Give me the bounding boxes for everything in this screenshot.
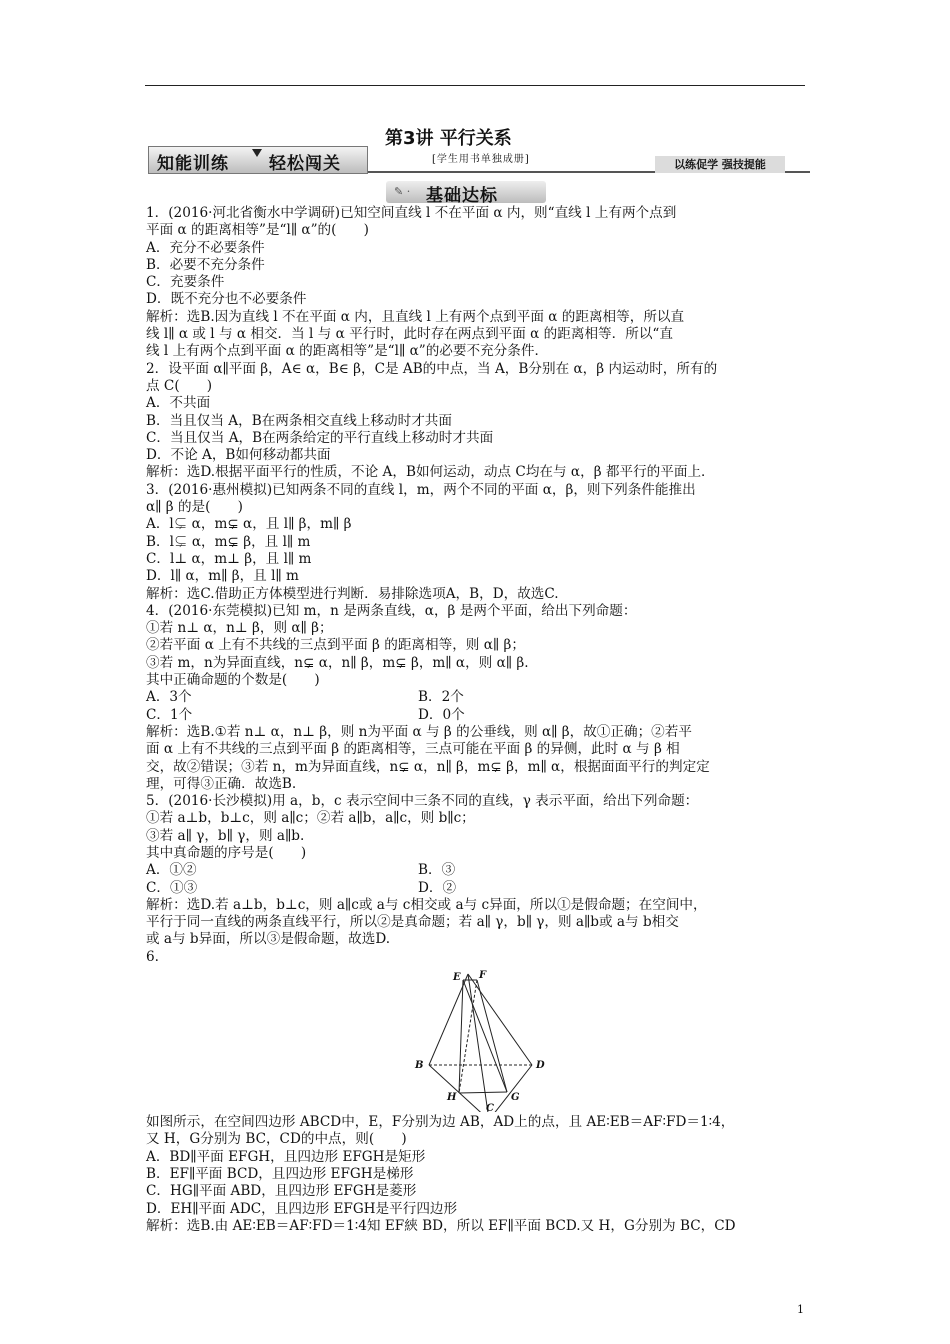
text-line: C．l⊥ α，m⊥ β，且 l∥ m	[146, 550, 312, 567]
text-line: C．充要条件	[146, 274, 225, 291]
content	[146, 205, 810, 1235]
text-line: 解析：选B.因为直线 l 不在平面 α 内，且直线 l 上有两个点到平面 α 的距离相等，所以直	[146, 308, 685, 325]
edge-AD	[468, 974, 532, 1065]
option-text: A．3个	[146, 689, 192, 706]
text-line: 解析：选D.根据平面平行的性质，不论 A，B如何运动，动点 C均在与 α，β 都平行的平面上．	[146, 464, 715, 481]
vertex-label: E	[453, 972, 461, 984]
vertex-label: D	[536, 1060, 545, 1072]
edge-EG	[463, 980, 507, 1092]
text-line: 6.	[146, 948, 159, 965]
text-line: D．不论 A，B如何移动都共面	[146, 447, 331, 464]
text-line: 解析：选D.若 a⊥b，b⊥c，则 a∥c或 a与 c相交或 a与 c异面，所以①是假命题；在空间中，	[146, 896, 707, 913]
option-text: D．0个	[418, 706, 465, 723]
figure	[146, 966, 810, 1114]
text-line: 又 H，G分别为 BC，CD的中点，则( )	[146, 1131, 407, 1148]
text-line: C．当且仅当 A，B在两条给定的平行直线上移动时才共面	[146, 429, 494, 446]
text-line: 或 a与 b异面，所以③是假命题，故选D.	[146, 931, 391, 948]
text-line: C．HG∥平面 ABD，且四边形 EFGH是菱形	[146, 1183, 417, 1200]
option-text: B．2个	[418, 689, 464, 706]
section-title: 基础达标	[426, 186, 498, 206]
text-line: 点 C( )	[146, 377, 213, 394]
text-line: 其中正确命题的个数是( )	[146, 672, 320, 689]
banner-left-part1: 知能训练	[157, 154, 229, 174]
text-line: α∥ β 的是( )	[146, 499, 243, 516]
text-line: 解析：选B.①若 n⊥ α，n⊥ β，则 n为平面 α 与 β 的公垂线，则 α∥ β，故①正确；②若平	[146, 723, 692, 740]
edge-AC	[468, 974, 489, 1112]
text-line: 4．(2016·东莞模拟)已知 m，n 是两条直线，α，β 是两个平面，给出下列命题：	[146, 602, 637, 619]
option-row	[146, 707, 810, 724]
text-line: 解析：选B.由 AE∶EB＝AF∶FD＝1∶4知 EF綊 BD，所以 EF∥平面 BCD.又 H，G分别为 BC，CD	[146, 1217, 736, 1234]
text-line: ②若平面 α 上有不共线的三点到平面 β 的距离相等，则 α∥ β；	[146, 637, 525, 654]
text-line: B．l⊊ α，m⊊ β，且 l∥ m	[146, 533, 311, 550]
triangle-icon	[252, 149, 262, 157]
pencil-icon: ✎ ·	[394, 185, 411, 198]
tag-right: 以练促学 强技提能	[655, 156, 785, 173]
banner-left	[148, 146, 368, 174]
vertex-label: C	[486, 1103, 494, 1113]
text-line: A．不共面	[146, 395, 211, 412]
text-line: 交，故②错误；③若 n，m为异面直线，n⊊ α，n∥ β，m⊊ β，m∥ α，根据面面平行的判定定	[146, 758, 710, 775]
banner-left-part2: 轻松闯关	[269, 154, 341, 174]
text-line: ①若 n⊥ α，n⊥ β，则 α∥ β；	[146, 620, 333, 637]
option-text: C．1个	[146, 706, 193, 723]
edge-AB	[429, 974, 468, 1065]
text-line: D．既不充分也不必要条件	[146, 291, 307, 308]
text-line: B．必要不充分条件	[146, 256, 265, 273]
text-line: ③若 a∥ γ，b∥ γ，则 a∥b.	[146, 827, 305, 844]
vertex-label: B	[415, 1060, 424, 1072]
vertex-label: G	[511, 1092, 520, 1104]
text-line: B．EF∥平面 BCD，且四边形 EFGH是梯形	[146, 1165, 414, 1182]
text-line: 其中真命题的序号是( )	[146, 844, 307, 861]
option-text: C．①③	[146, 879, 198, 896]
edge-FH	[459, 980, 477, 1093]
text-line: 1．(2016·河北省衡水中学调研)已知空间直线 l 不在平面 α 内，则“直线 l 上有两个点到	[146, 205, 677, 221]
option-text: D．②	[418, 879, 457, 896]
text-line: 线 l 上有两个点到平面 α 的距离相等”是“l∥ α”的必要不充分条件．	[146, 343, 549, 360]
top-rule	[145, 85, 805, 86]
text-line: A．BD∥平面 EFGH，且四边形 EFGH是矩形	[146, 1148, 426, 1165]
edge-EH	[459, 980, 463, 1093]
text-line: 5．(2016·长沙模拟)用 a，b，c 表示空间中三条不同的直线，γ 表示平面，给出下列命题：	[146, 793, 699, 810]
edge-CD	[489, 1065, 532, 1112]
option-row	[146, 880, 810, 897]
tetrahedron-diagram	[411, 970, 546, 1112]
text-line: A．充分不必要条件	[146, 239, 265, 256]
text-line: ③若 m，n为异面直线，n⊊ α，n∥ β，m⊊ β，m∥ α，则 α∥ β.	[146, 654, 529, 671]
option-text: B．③	[418, 862, 456, 879]
section-title-box	[386, 181, 546, 206]
option-row	[146, 689, 810, 706]
text-line: 理，可得③正确．故选B.	[146, 775, 297, 792]
page-number: 1	[797, 1303, 804, 1316]
option-text: A．①②	[146, 862, 197, 879]
vertex-label: H	[447, 1092, 457, 1104]
text-line: 3．(2016·惠州模拟)已知两条不同的直线 l，m，两个不同的平面 α，β，则下列条件能推出	[146, 481, 696, 498]
book-note: [学生用书单独成册]	[432, 154, 530, 165]
text-line: 面 α 上有不共线的三点到平面 β 的距离相等，三点可能在平面 β 的异侧，此时 α 与 β 相	[146, 741, 680, 758]
vertex-label: F	[479, 970, 487, 982]
text-line: 2．设平面 α∥平面 β，A∈ α，B∈ β，C是 AB的中点，当 A，B分别在 α，β 内运动时，所有的	[146, 360, 718, 377]
text-line: 平行于同一直线的两条直线平行，所以②是真命题；若 a∥ γ，b∥ γ，则 a∥b或 a与 b相交	[146, 914, 679, 931]
text-line: D．l∥ α，m∥ β，且 l∥ m	[146, 568, 299, 585]
text-line: A．l⊊ α，m⊊ α，且 l∥ β，m∥ β	[146, 516, 352, 533]
edge-HG	[459, 1092, 507, 1093]
text-line: ①若 a⊥b，b⊥c，则 a∥c；②若 a∥b，a∥c，则 b∥c；	[146, 810, 475, 827]
lecture-title: 第3讲 平行关系	[385, 128, 512, 149]
text-line: 如图所示，在空间四边形 ABCD中，E，F分别为边 AB，AD上的点，且 AE∶EB＝AF∶FD＝1∶4，	[146, 1114, 735, 1131]
text-line: 线 l∥ α 或 l 与 α 相交．当 l 与 α 平行时，此时存在两点到平面 α 的距离相等．所以“直	[146, 326, 673, 343]
text-line: 平面 α 的距离相等”是“l∥ α”的( )	[146, 222, 369, 239]
edge-FG	[477, 980, 507, 1092]
text-line: B．当且仅当 A，B在两条相交直线上移动时才共面	[146, 412, 452, 429]
option-row	[146, 862, 810, 879]
text-line: 解析：选C.借助正方体模型进行判断．易排除选项A，B，D，故选C.	[146, 585, 559, 602]
text-line: D．EH∥平面 ADC，且四边形 EFGH是平行四边形	[146, 1200, 458, 1217]
